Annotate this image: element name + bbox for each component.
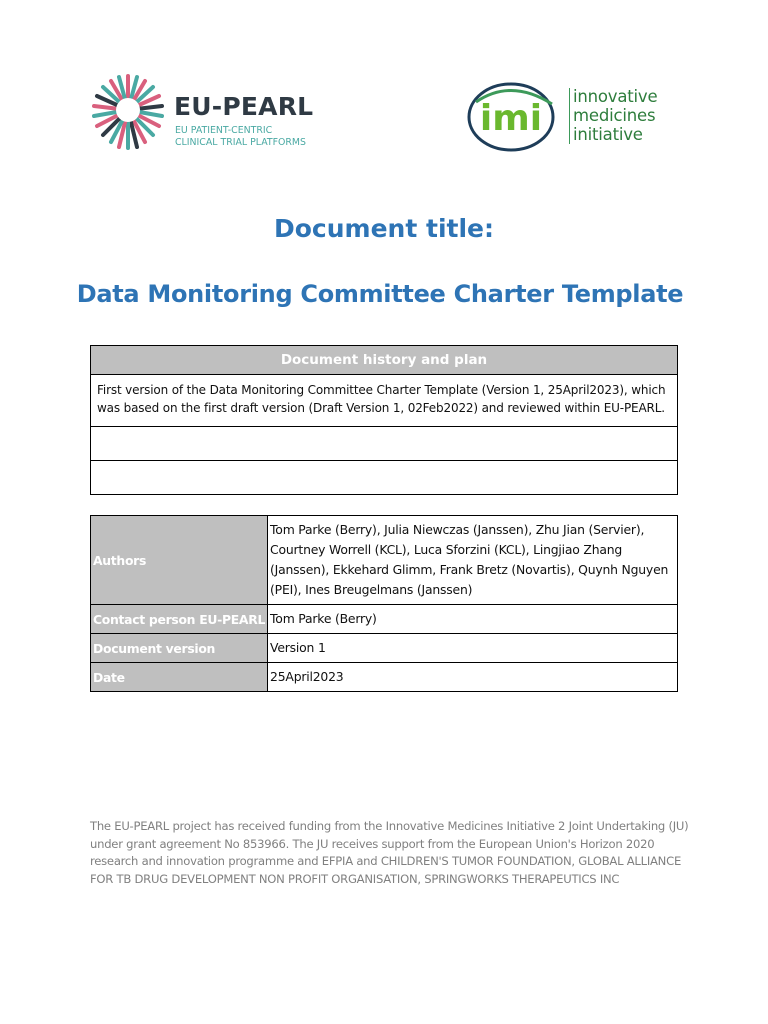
- imi-mark-icon: [466, 80, 562, 154]
- funding-note: The EU-PEARL project has received funding from the Innovative Medicines Initiative 2 Joint Undertaking (JU) under grant agreement No 853966. The JU receives support from the European Union's Horizon 2020 research and innovation programme and EFPIA and CHILDREN'S TUMOR FOUNDATION, GLOBAL ALLIANCE FOR TB DRUG DEVELOPMENT NON PROFIT ORGANISATION, SPRINGWORKS THERAPEUTICS INC: [90, 819, 689, 886]
- imi-word-2: medicines: [573, 106, 656, 125]
- history-heading: Document history and plan: [91, 346, 678, 375]
- imi-divider: [569, 88, 570, 144]
- date-value: 25April2023: [268, 663, 678, 692]
- tagline-line-1: EU PATIENT-CENTRIC: [175, 125, 273, 136]
- eu-pearl-logo: [90, 72, 320, 154]
- history-entry-3: [91, 461, 678, 495]
- authors-value: Tom Parke (Berry), Julia Niewczas (Janssen), Zhu Jian (Servier), Courtney Worrell (KCL), Luca Sforzini (KCL), Lingjiao Zhang (Janssen), Ekkehard Glimm, Frank Bretz (Novartis), Quynh Nguyen (PEI), Ines Breugelmans (Janssen): [268, 516, 678, 605]
- history-entry-1: First version of the Data Monitoring Committee Charter Template (Version 1, 25April2023), which was based on the first draft version (Draft Version 1, 02Feb2022) and reviewed within EU-PEARL.: [91, 375, 678, 427]
- imi-logo-words: [573, 87, 657, 144]
- version-label: Document version: [91, 634, 268, 663]
- version-row: [91, 634, 678, 663]
- eu-pearl-burst-icon: [90, 72, 166, 152]
- history-row: [91, 461, 678, 495]
- eu-pearl-logo-tagline: [175, 125, 306, 149]
- authors-row: [91, 516, 678, 605]
- contact-row: [91, 605, 678, 634]
- contact-value: Tom Parke (Berry): [268, 605, 678, 634]
- history-row: [91, 427, 678, 461]
- history-entry-2: [91, 427, 678, 461]
- history-row: [91, 375, 678, 427]
- date-label: Date: [91, 663, 268, 692]
- imi-mark-text: imi: [479, 98, 543, 139]
- document-history-table: [90, 345, 678, 495]
- imi-logo: [466, 80, 656, 156]
- document-info-table: [90, 515, 678, 692]
- document-title-label: Document title:: [274, 214, 494, 243]
- document-title: Data Monitoring Committee Charter Template: [76, 280, 684, 308]
- authors-label: Authors: [91, 516, 268, 605]
- version-value: Version 1: [268, 634, 678, 663]
- eu-pearl-logo-name: EU-PEARL: [174, 92, 314, 121]
- date-row: [91, 663, 678, 692]
- imi-word-1: innovative: [573, 87, 658, 106]
- contact-label: Contact person EU-PEARL: [91, 605, 268, 634]
- tagline-line-2: CLINICAL TRIAL PLATFORMS: [175, 137, 306, 148]
- imi-word-3: initiative: [573, 125, 643, 144]
- history-header-row: [91, 346, 678, 375]
